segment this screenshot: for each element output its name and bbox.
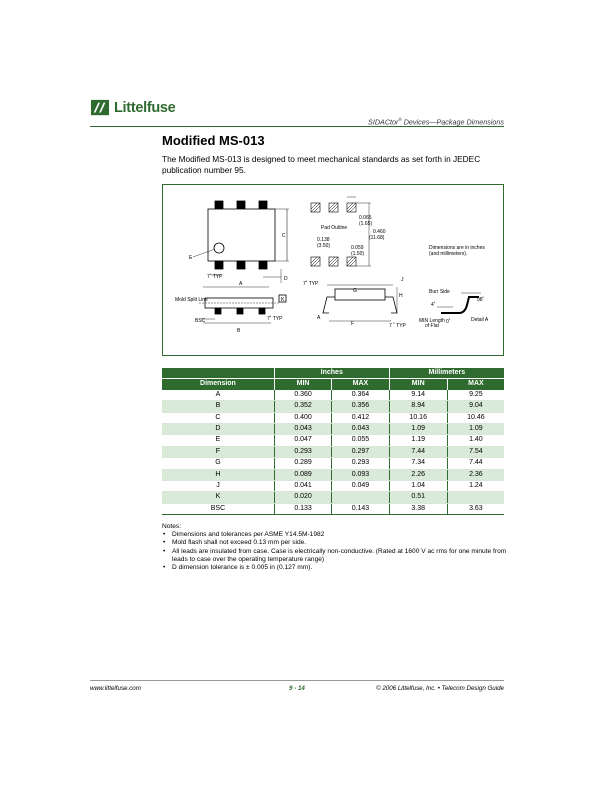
cell-mm-max: [447, 492, 504, 503]
label-g: G: [353, 288, 357, 294]
brand-name: Littelfuse: [114, 100, 176, 116]
cell-dimension: C: [162, 412, 274, 423]
cell-in-max: 0.356: [332, 401, 389, 412]
cell-dimension: G: [162, 458, 274, 469]
notes: [162, 523, 507, 572]
table-row: [162, 469, 504, 480]
cell-dimension: K: [162, 492, 274, 503]
cell-mm-min: 1.19: [389, 435, 447, 446]
cell-dimension: E: [162, 435, 274, 446]
label-7typ-b: 7˚ TYP: [267, 316, 283, 322]
angle-4: 4˚: [431, 302, 436, 308]
cell-in-min: 0.089: [274, 469, 331, 480]
table-row: [162, 424, 504, 435]
end-view: [323, 285, 397, 321]
header-dimension: Dimension: [162, 379, 274, 390]
header-mm-max: MAX: [447, 379, 504, 390]
label-f: F: [351, 321, 355, 327]
cell-mm-min: 7.34: [389, 458, 447, 469]
cell-mm-min: 3.38: [389, 503, 447, 514]
cell-in-min: 0.047: [274, 435, 331, 446]
cell-dimension: H: [162, 469, 274, 480]
cell-mm-max: 1.09: [447, 424, 504, 435]
cell-mm-max: 9.25: [447, 390, 504, 401]
cell-in-max: 0.055: [332, 435, 389, 446]
label-h: H: [399, 293, 403, 299]
cell-mm-max: 1.40: [447, 435, 504, 446]
table-row: [162, 390, 504, 401]
dim-165: (1.65): [359, 221, 373, 227]
dimensions-table: [162, 368, 504, 515]
notes-list: [162, 531, 507, 572]
angle-0: 0˚: [446, 319, 451, 325]
cell-in-max: 0.293: [332, 458, 389, 469]
cell-mm-min: 2.26: [389, 469, 447, 480]
dim-0460: 0.460: [373, 229, 386, 235]
cell-dimension: B: [162, 401, 274, 412]
cell-in-max: 0.143: [332, 503, 389, 514]
label-d: D: [284, 276, 288, 282]
label-7typ-c: 7˚ TYP: [303, 281, 319, 287]
dim-0059: 0.059: [351, 245, 364, 251]
detail-a: [437, 293, 481, 313]
label-j: J: [401, 277, 404, 283]
label-7typ-d: 7 ˚ TYP: [389, 323, 406, 329]
cell-in-max: [332, 492, 389, 503]
header-millimeters: Millimeters: [389, 368, 504, 379]
cell-dimension: D: [162, 424, 274, 435]
cell-mm-min: 1.04: [389, 481, 447, 492]
section-title: SIDACtor® Devices—Package Dimensions: [368, 117, 504, 127]
package-drawing: [163, 185, 503, 355]
note-item: • All leads are insulated from case. Case is electrically non-conductive. (Rated at 1600 V ac rms for one minute from leads to case over the operating temperature range): [170, 548, 507, 564]
footer-website: www.littelfuse.com: [90, 685, 141, 692]
header-mm-min: MIN: [389, 379, 447, 390]
cell-mm-max: 7.44: [447, 458, 504, 469]
table-row: [162, 458, 504, 469]
cell-in-min: 0.400: [274, 412, 331, 423]
note-item: • Dimensions and tolerances per ASME Y14.5M-1982: [170, 531, 507, 539]
cell-in-min: 0.041: [274, 481, 331, 492]
cell-in-max: 0.049: [332, 481, 389, 492]
package-diagram: [162, 184, 504, 356]
header-blank: [162, 368, 274, 379]
cell-in-min: 0.133: [274, 503, 331, 514]
table-row: [162, 481, 504, 492]
cell-in-min: 0.020: [274, 492, 331, 503]
dim-0065: 0.065: [359, 215, 372, 221]
cell-dimension: J: [162, 481, 274, 492]
min-length-label-1: MIN Length: [419, 318, 445, 324]
angle-98: 98˚: [477, 297, 485, 303]
table-row: [162, 401, 504, 412]
cell-mm-min: 8.94: [389, 401, 447, 412]
cell-mm-max: 9.04: [447, 401, 504, 412]
dim-1168: (11.68): [369, 235, 385, 241]
label-bsc: BSC: [195, 318, 206, 324]
label-e: E: [189, 255, 193, 261]
top-view: [193, 201, 289, 283]
cell-in-min: 0.043: [274, 424, 331, 435]
dim-350: (3.50): [317, 243, 331, 249]
footer-rule: [90, 680, 504, 681]
notes-heading: Notes:: [162, 523, 182, 530]
cell-in-max: 0.364: [332, 390, 389, 401]
cell-in-min: 0.289: [274, 458, 331, 469]
intro-paragraph: The Modified MS-013 is designed to meet mechanical standards as set forth in JEDEC publication number 95.: [162, 154, 481, 175]
table-row: [162, 446, 504, 457]
table-row: [162, 412, 504, 423]
cell-in-min: 0.352: [274, 401, 331, 412]
header-in-max: MAX: [332, 379, 389, 390]
cell-mm-max: 1.24: [447, 481, 504, 492]
page-title: Modified MS-013: [162, 133, 265, 148]
mold-split-label: Mold Split Line: [175, 297, 208, 303]
table-row: [162, 435, 504, 446]
label-7typ-a: 7˚ TYP: [207, 274, 223, 280]
label-k: K: [281, 297, 285, 303]
cell-dimension: BSC: [162, 503, 274, 514]
cell-dimension: F: [162, 446, 274, 457]
cell-mm-min: 9.14: [389, 390, 447, 401]
detail-a-label: Detail A: [471, 317, 489, 323]
cell-in-min: 0.293: [274, 446, 331, 457]
cell-in-max: 0.093: [332, 469, 389, 480]
note-item: • Mold flash shall not exceed 0.13 mm per side.: [170, 539, 507, 547]
cell-mm-min: 10.16: [389, 412, 447, 423]
littelfuse-logo-icon: [90, 99, 110, 117]
header-inches: Inches: [274, 368, 389, 379]
cell-mm-min: 7.44: [389, 446, 447, 457]
cell-mm-max: 7.54: [447, 446, 504, 457]
cell-dimension: A: [162, 390, 274, 401]
label-b: B: [237, 328, 241, 334]
cell-in-max: 0.412: [332, 412, 389, 423]
label-c: C: [282, 233, 286, 239]
cell-mm-max: 2.36: [447, 469, 504, 480]
cell-mm-min: 1.09: [389, 424, 447, 435]
min-length-label-2: of Flat: [425, 323, 439, 329]
units-note-2: (and millimeters).: [429, 251, 468, 257]
label-a-detail: A: [317, 315, 321, 321]
cell-in-min: 0.360: [274, 390, 331, 401]
dimensions-table-body: [162, 390, 504, 515]
cell-mm-max: 3.63: [447, 503, 504, 514]
table-row: [162, 492, 504, 503]
cell-mm-max: 10.46: [447, 412, 504, 423]
table-row: [162, 503, 504, 514]
burr-side-label: Burr Side: [429, 289, 450, 295]
note-item: • D dimension tolerance is ± 0.005 in (0.127 mm).: [170, 564, 507, 572]
pad-outline-label: Pad Outline: [321, 225, 348, 231]
label-a: A: [239, 281, 243, 287]
footer-copyright: © 2006 Littelfuse, Inc. • Telecom Design Guide: [376, 685, 504, 692]
header-in-min: MIN: [274, 379, 331, 390]
cell-in-max: 0.297: [332, 446, 389, 457]
footer-page-number: 9 - 14: [289, 685, 305, 692]
header-rule: [90, 126, 504, 127]
dim-150: (1.50): [351, 251, 365, 257]
cell-in-max: 0.043: [332, 424, 389, 435]
dim-0138: 0.138: [317, 237, 330, 243]
cell-mm-min: 0.51: [389, 492, 447, 503]
units-note-1: Dimensions are in inches: [429, 245, 485, 251]
